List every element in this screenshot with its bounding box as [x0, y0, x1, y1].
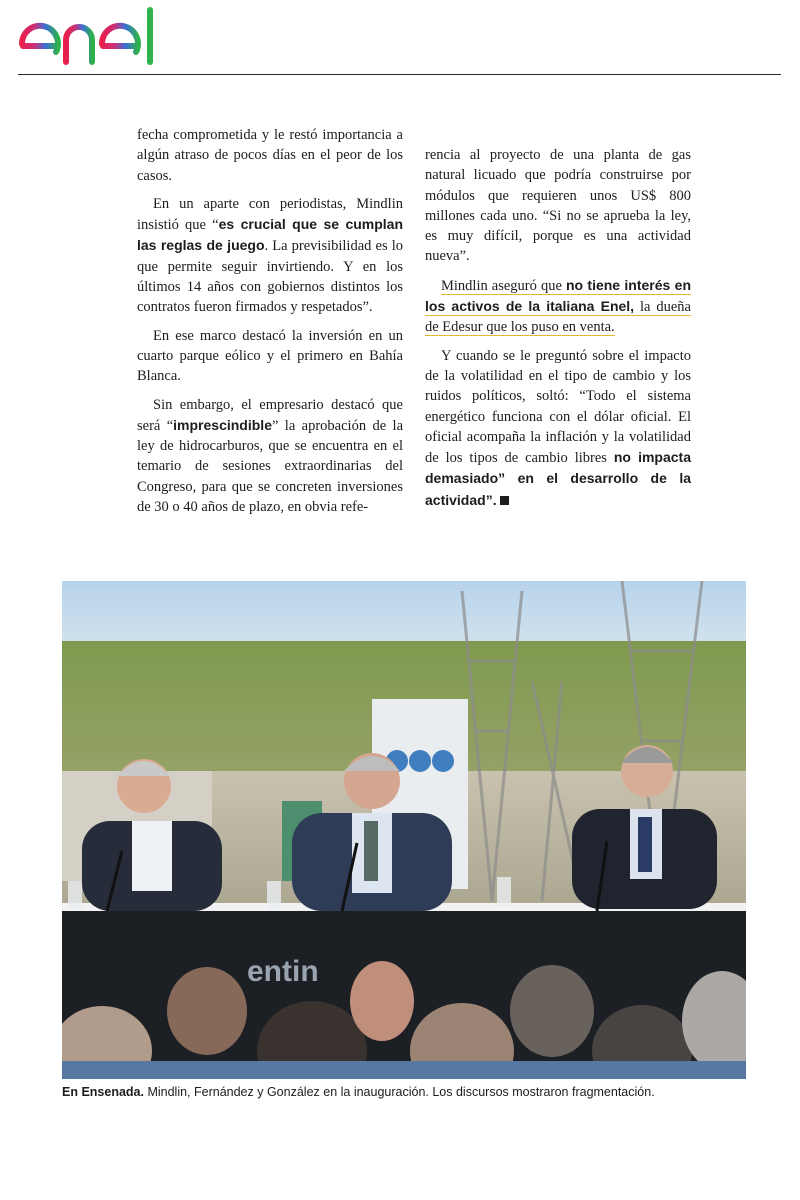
article-paragraph — [137, 395, 403, 518]
table-banner-text: entin — [247, 955, 319, 988]
caption-text: Mindlin, Fernández y González en la inauguración. Los discursos mostraron fragmentación. — [143, 1085, 655, 1099]
body-text: la dueña de Edesur que los puso en venta. — [425, 299, 691, 336]
article-paragraph — [137, 194, 403, 318]
bold-text: no tiene interés en los activos de la italiana Enel, — [425, 276, 691, 315]
body-text: Sin embargo, el empresario destacó que será “ — [137, 396, 403, 434]
article-column-right — [425, 145, 691, 511]
bold-text: es crucial que se cumplan las reglas de juego — [137, 216, 404, 254]
body-text: Y cuando se le preguntó sobre el impacto de la volatilidad en el tipo de cambio y los ruidos políticos, soltó: “Todo el sistema energético funciona con el dólar oficial. El oficial acompaña la inflación y la volatilidad de los tipos de cambio libres — [425, 347, 691, 467]
body-text: En un aparte con periodistas, Mindlin insistió que “ — [137, 195, 403, 234]
body-text: Mindlin aseguró que — [441, 277, 566, 294]
enel-logo — [18, 6, 183, 68]
article-paragraph — [137, 125, 403, 186]
caption-lead: En Ensenada. — [62, 1085, 144, 1099]
logo-text: enel — [18, 6, 21, 7]
article-paragraph — [425, 275, 691, 338]
body-text: fecha comprometida y le restó importancia a algún atraso de pocos días en el peor de los casos. — [137, 127, 403, 184]
body-text: En ese marco destacó la inversión en un cuarto parque eólico y el primero en Bahía Blanca. — [137, 327, 403, 385]
bold-text: imprescindible — [173, 416, 272, 433]
enel-logo-graphic — [18, 6, 183, 68]
end-of-article-mark — [500, 496, 509, 505]
header-divider — [18, 74, 781, 75]
article-paragraph — [137, 326, 403, 387]
bold-text: no impacta demasiado” en el desarrollo de la actividad”. — [425, 449, 691, 508]
article-paragraph — [425, 346, 691, 511]
article-paragraph — [425, 145, 691, 267]
body-text: rencia al proyecto de una planta de gas natural licuado que podría construirse por módulos que requieren unos US$ 800 millones cada uno. “Si no se aprueba la ley, es muy difícil, porque es una actividad nueva”. — [425, 147, 691, 265]
press-conference-photo — [62, 581, 746, 1079]
article-column-left — [137, 125, 403, 517]
body-text: . La previsibilidad es lo que permite seguir invirtiendo. Y en los últimos 14 años con gobiernos distintos los contratos fueron firmados y respetados”. — [137, 238, 403, 316]
highlighted-quote — [425, 278, 691, 337]
body-text: ” la aprobación de la ley de hidrocarburos, que se encuentra en el temario de sesiones extraordinarias del Congreso, para que se concreten inversiones de 30 o 40 años de plazo, en obvia refe- — [137, 417, 403, 516]
photo-caption — [62, 1085, 762, 1099]
